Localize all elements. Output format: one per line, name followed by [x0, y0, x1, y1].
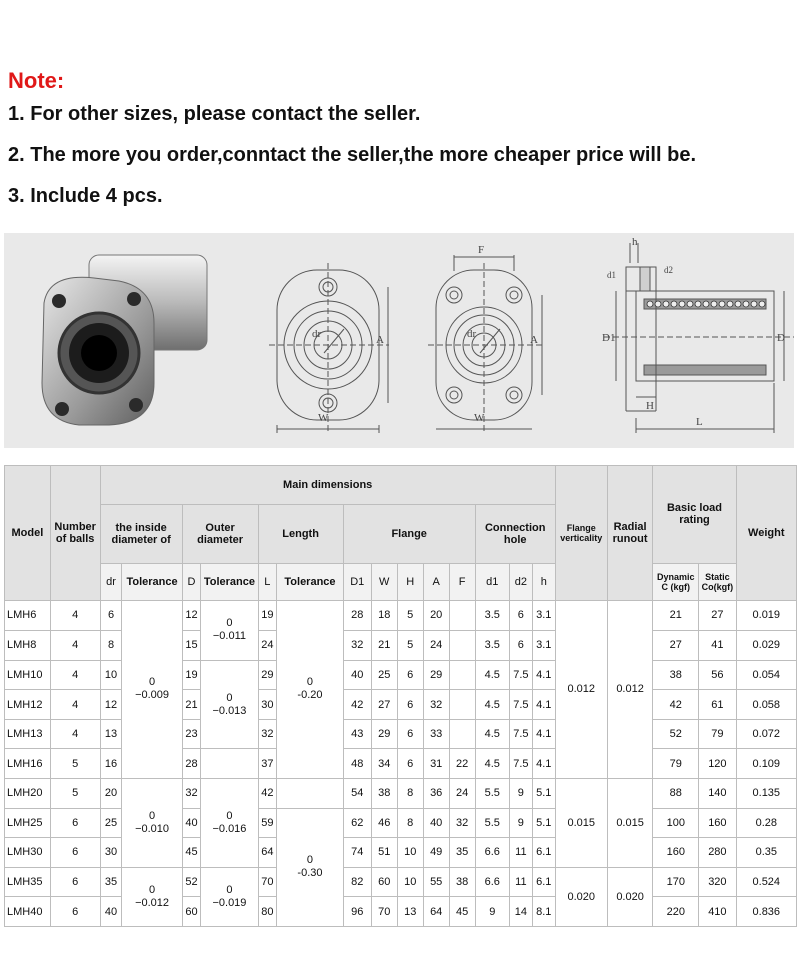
cell-H: 6 [397, 660, 423, 690]
cell-L: 32 [258, 719, 277, 749]
cell-A: 24 [423, 631, 449, 661]
cell-A: 20 [423, 600, 449, 631]
cell-H: 8 [397, 808, 423, 838]
tol-zero: 0 [226, 883, 233, 896]
cell-D: 40 [182, 808, 201, 838]
cell-d2: 11 [509, 838, 532, 868]
cell-model: LMH25 [5, 808, 51, 838]
cell-dr: 13 [100, 719, 122, 749]
tol-value: −0.010 [135, 822, 170, 835]
tolerance-D-group-3 [201, 779, 258, 868]
label-W-2: W [474, 412, 485, 424]
tolerance-dr-group-3 [122, 867, 182, 926]
cell-W: 34 [371, 749, 397, 779]
radial-runout-group-3: 0.020 [607, 867, 653, 926]
cell-L: 24 [258, 631, 277, 661]
cell-h: 4.1 [532, 660, 555, 690]
cell-D: 21 [182, 690, 201, 720]
cell-d2: 7.5 [509, 660, 532, 690]
tol-value: −0.013 [212, 704, 247, 717]
note-title: Note: [8, 68, 65, 93]
cell-W: 27 [371, 690, 397, 720]
cell-H: 5 [397, 600, 423, 631]
subheader-A: A [423, 563, 449, 600]
cell-L: 70 [258, 867, 277, 897]
tol-value: −0.019 [212, 896, 247, 909]
cell-balls: 6 [50, 867, 100, 897]
cell-F [449, 600, 475, 631]
label-F: F [478, 244, 485, 256]
cell-A: 32 [423, 690, 449, 720]
cell-H: 8 [397, 779, 423, 809]
cell-A: 49 [423, 838, 449, 868]
cell-weight: 0.836 [736, 897, 796, 927]
tol-zero: 0 [148, 809, 156, 822]
cell-H: 6 [397, 749, 423, 779]
cell-weight: 0.524 [736, 867, 796, 897]
cell-D: 23 [182, 719, 201, 749]
cell-dynamic: 42 [653, 690, 699, 720]
cell-h: 5.1 [532, 808, 555, 838]
subheader-dynamic: Dynamic C (kgf) [653, 563, 699, 600]
cell-dr: 40 [100, 897, 122, 927]
cell-dynamic: 79 [653, 749, 699, 779]
cell-d2: 9 [509, 808, 532, 838]
cell-W: 46 [371, 808, 397, 838]
cell-dynamic: 100 [653, 808, 699, 838]
cell-D1: 62 [343, 808, 371, 838]
cell-dr: 8 [100, 631, 122, 661]
tol-zero: 0 [148, 883, 156, 896]
cell-model: LMH6 [5, 600, 51, 631]
label-d1: d1 [607, 270, 616, 280]
table-row [5, 600, 797, 631]
label-dr-1: dr [312, 328, 322, 340]
cell-D1: 96 [343, 897, 371, 927]
subheader-dr: dr [100, 563, 122, 600]
cell-model: LMH10 [5, 660, 51, 690]
tolerance-dr-group-1 [122, 600, 182, 778]
cell-static: 280 [699, 838, 736, 868]
cell-balls: 5 [50, 779, 100, 809]
tol-value: −0.016 [212, 822, 247, 835]
cell-D1: 54 [343, 779, 371, 809]
cell-dynamic: 170 [653, 867, 699, 897]
subheader-static: Static Co(kgf) [699, 563, 736, 600]
cell-d2: 11 [509, 867, 532, 897]
subheader-h: h [532, 563, 555, 600]
table-row [5, 867, 797, 897]
cell-L: 42 [258, 779, 277, 809]
cell-static: 140 [699, 779, 736, 809]
tolerance-D-group-1 [201, 600, 258, 660]
tol-zero: 0 [306, 854, 314, 867]
cell-balls: 4 [50, 631, 100, 661]
cell-balls: 6 [50, 838, 100, 868]
cell-F [449, 690, 475, 720]
cell-d2: 7.5 [509, 749, 532, 779]
cell-model: LMH20 [5, 779, 51, 809]
tol-zero: 0 [226, 691, 233, 704]
subheader-D: D [182, 563, 201, 600]
cell-L: 80 [258, 897, 277, 927]
cell-d2: 7.5 [509, 690, 532, 720]
cell-d1: 3.5 [475, 600, 509, 631]
subheader-H: H [397, 563, 423, 600]
cell-F: 38 [449, 867, 475, 897]
cell-balls: 4 [50, 660, 100, 690]
label-D: D [777, 332, 785, 344]
tol-zero: 0 [226, 809, 233, 822]
cell-h: 6.1 [532, 838, 555, 868]
cell-A: 36 [423, 779, 449, 809]
cell-dynamic: 27 [653, 631, 699, 661]
tol-zero: 0 [148, 676, 156, 689]
cell-F: 32 [449, 808, 475, 838]
cell-dr: 35 [100, 867, 122, 897]
cell-W: 38 [371, 779, 397, 809]
header-flange: Flange [343, 504, 475, 563]
cell-tolerance-L-empty [277, 779, 344, 809]
cell-balls: 6 [50, 897, 100, 927]
cell-h: 6.1 [532, 867, 555, 897]
tol-value: −0.009 [135, 689, 170, 702]
cell-h: 4.1 [532, 719, 555, 749]
cell-dr: 10 [100, 660, 122, 690]
cell-A: 64 [423, 897, 449, 927]
cell-balls: 4 [50, 690, 100, 720]
cell-D1: 48 [343, 749, 371, 779]
cell-H: 5 [397, 631, 423, 661]
cell-dr: 30 [100, 838, 122, 868]
cell-W: 60 [371, 867, 397, 897]
cell-A: 31 [423, 749, 449, 779]
cell-d1: 3.5 [475, 631, 509, 661]
cell-D1: 32 [343, 631, 371, 661]
cell-D: 12 [182, 600, 201, 631]
subheader-L: L [258, 563, 277, 600]
cell-d1: 6.6 [475, 838, 509, 868]
cell-W: 21 [371, 631, 397, 661]
cell-dr: 12 [100, 690, 122, 720]
cell-d1: 4.5 [475, 749, 509, 779]
label-A-1: A [376, 334, 384, 346]
cell-W: 51 [371, 838, 397, 868]
cell-L: 19 [258, 600, 277, 631]
cell-D: 32 [182, 779, 201, 809]
cell-D: 52 [182, 867, 201, 897]
cell-weight: 0.054 [736, 660, 796, 690]
cell-dr: 6 [100, 600, 122, 631]
subheader-F: F [449, 563, 475, 600]
tol-zero: 0 [306, 676, 314, 689]
cell-D1: 40 [343, 660, 371, 690]
header-weight: Weight [736, 466, 796, 601]
cell-h: 4.1 [532, 690, 555, 720]
table-row [5, 779, 797, 809]
cell-static: 160 [699, 808, 736, 838]
label-A-2: A [530, 334, 538, 346]
tol-value: −0.011 [212, 630, 247, 643]
cell-D1: 43 [343, 719, 371, 749]
cell-H: 6 [397, 690, 423, 720]
cell-weight: 0.019 [736, 600, 796, 631]
cell-F [449, 660, 475, 690]
technical-drawing [4, 233, 794, 448]
subheader-tolerance-D: Tolerance [201, 563, 258, 600]
subheader-tolerance-dr: Tolerance [122, 563, 182, 600]
cell-F: 24 [449, 779, 475, 809]
cell-dr: 25 [100, 808, 122, 838]
cell-F: 35 [449, 838, 475, 868]
tolerance-L-group-2 [277, 808, 344, 926]
cell-h: 3.1 [532, 600, 555, 631]
side-section-view [604, 243, 794, 433]
header-main-dimensions: Main dimensions [100, 466, 555, 505]
cell-A: 55 [423, 867, 449, 897]
header-outer-diameter: Outer diameter [182, 504, 258, 563]
cell-A: 40 [423, 808, 449, 838]
cell-model: LMH40 [5, 897, 51, 927]
front-view-square [428, 255, 544, 433]
cell-model: LMH12 [5, 690, 51, 720]
label-L: L [696, 416, 703, 428]
cell-L: 37 [258, 749, 277, 779]
notes-section [8, 68, 798, 225]
cell-model: LMH35 [5, 867, 51, 897]
cell-L: 30 [258, 690, 277, 720]
note-line-2: 2. The more you order,conntact the seller,the more cheaper price will be. [8, 144, 696, 166]
cell-D: 28 [182, 749, 201, 779]
cell-d1: 6.6 [475, 867, 509, 897]
flange-verticality-group-3: 0.020 [555, 867, 607, 926]
cell-h: 8.1 [532, 897, 555, 927]
cell-d1: 4.5 [475, 719, 509, 749]
cell-model: LMH30 [5, 838, 51, 868]
radial-runout-group-2: 0.015 [607, 779, 653, 868]
header-balls: Number of balls [50, 466, 100, 601]
cell-D1: 28 [343, 600, 371, 631]
cell-D1: 42 [343, 690, 371, 720]
cell-dynamic: 21 [653, 600, 699, 631]
cell-balls: 5 [50, 749, 100, 779]
cell-weight: 0.28 [736, 808, 796, 838]
cell-d2: 7.5 [509, 719, 532, 749]
header-basic-load: Basic load rating [653, 466, 736, 564]
cell-h: 3.1 [532, 631, 555, 661]
cell-H: 6 [397, 719, 423, 749]
cell-static: 61 [699, 690, 736, 720]
label-h: h [632, 236, 638, 248]
spec-table [4, 465, 797, 927]
subheader-d2: d2 [509, 563, 532, 600]
label-W-1: W [318, 412, 329, 424]
cell-h: 5.1 [532, 779, 555, 809]
note-line-1: 1. For other sizes, please contact the seller. [8, 103, 421, 125]
label-D1: D1 [602, 332, 616, 344]
ball-row [647, 301, 765, 307]
header-flange-verticality: Flange verticality [555, 466, 607, 601]
cell-A: 33 [423, 719, 449, 749]
cell-d1: 4.5 [475, 660, 509, 690]
subheader-D1: D1 [343, 563, 371, 600]
cell-dynamic: 220 [653, 897, 699, 927]
cell-H: 10 [397, 838, 423, 868]
cell-d1: 5.5 [475, 779, 509, 809]
cell-H: 13 [397, 897, 423, 927]
tol-value: -0.30 [297, 867, 323, 880]
note-line-3: 3. Include 4 pcs. [8, 185, 163, 207]
cell-D: 60 [182, 897, 201, 927]
flange-verticality-group-1: 0.012 [555, 600, 607, 778]
cell-static: 41 [699, 631, 736, 661]
cell-W: 25 [371, 660, 397, 690]
cell-H: 10 [397, 867, 423, 897]
cell-tolerance-D-empty [201, 749, 258, 779]
cell-A: 29 [423, 660, 449, 690]
cell-weight: 0.135 [736, 779, 796, 809]
label-d2: d2 [664, 265, 673, 275]
cell-dynamic: 88 [653, 779, 699, 809]
tol-zero: 0 [226, 617, 233, 630]
cell-L: 59 [258, 808, 277, 838]
product-drawing-panel [4, 233, 794, 448]
cell-balls: 4 [50, 719, 100, 749]
flange-verticality-group-2: 0.015 [555, 779, 607, 868]
cell-dynamic: 160 [653, 838, 699, 868]
cell-F: 22 [449, 749, 475, 779]
front-view-oval [269, 263, 389, 433]
label-dr-2: dr [467, 328, 477, 340]
cell-F [449, 719, 475, 749]
cell-balls: 6 [50, 808, 100, 838]
cell-static: 410 [699, 897, 736, 927]
cell-dynamic: 52 [653, 719, 699, 749]
tolerance-D-group-4 [201, 867, 258, 926]
cell-model: LMH8 [5, 631, 51, 661]
subheader-d1: d1 [475, 563, 509, 600]
subheader-tolerance-L: Tolerance [277, 563, 344, 600]
cell-static: 56 [699, 660, 736, 690]
cell-D: 15 [182, 631, 201, 661]
cell-D: 45 [182, 838, 201, 868]
header-inside-diameter: the inside diameter of [100, 504, 182, 563]
label-H: H [646, 400, 654, 412]
cell-model: LMH16 [5, 749, 51, 779]
cell-balls: 4 [50, 600, 100, 631]
cell-dr: 16 [100, 749, 122, 779]
cell-D: 19 [182, 660, 201, 690]
cell-h: 4.1 [532, 749, 555, 779]
tol-value: −0.012 [135, 896, 170, 909]
cell-F: 45 [449, 897, 475, 927]
radial-runout-group-1: 0.012 [607, 600, 653, 778]
cell-d2: 6 [509, 631, 532, 661]
cell-L: 29 [258, 660, 277, 690]
cell-model: LMH13 [5, 719, 51, 749]
cell-d2: 14 [509, 897, 532, 927]
header-length: Length [258, 504, 343, 563]
cell-weight: 0.072 [736, 719, 796, 749]
cell-d2: 9 [509, 779, 532, 809]
cell-weight: 0.058 [736, 690, 796, 720]
cell-dr: 20 [100, 779, 122, 809]
cell-W: 29 [371, 719, 397, 749]
bearing-photo [42, 255, 207, 425]
tolerance-D-group-2 [201, 660, 258, 749]
cell-static: 320 [699, 867, 736, 897]
cell-W: 70 [371, 897, 397, 927]
cell-static: 120 [699, 749, 736, 779]
header-connection-hole: Connection hole [475, 504, 555, 563]
cell-static: 27 [699, 600, 736, 631]
header-model: Model [5, 466, 51, 601]
cell-D1: 74 [343, 838, 371, 868]
tol-value: -0.20 [297, 689, 323, 702]
cell-d1: 5.5 [475, 808, 509, 838]
cell-weight: 0.35 [736, 838, 796, 868]
cell-W: 18 [371, 600, 397, 631]
cell-d2: 6 [509, 600, 532, 631]
cell-dynamic: 38 [653, 660, 699, 690]
cell-d1: 4.5 [475, 690, 509, 720]
cell-weight: 0.109 [736, 749, 796, 779]
cell-static: 79 [699, 719, 736, 749]
cell-F [449, 631, 475, 661]
cell-weight: 0.029 [736, 631, 796, 661]
cell-D1: 82 [343, 867, 371, 897]
cell-d1: 9 [475, 897, 509, 927]
tolerance-dr-group-2 [122, 779, 182, 868]
cell-L: 64 [258, 838, 277, 868]
tolerance-L-group-1 [277, 600, 344, 778]
header-radial-runout: Radial runout [607, 466, 653, 601]
subheader-W: W [371, 563, 397, 600]
